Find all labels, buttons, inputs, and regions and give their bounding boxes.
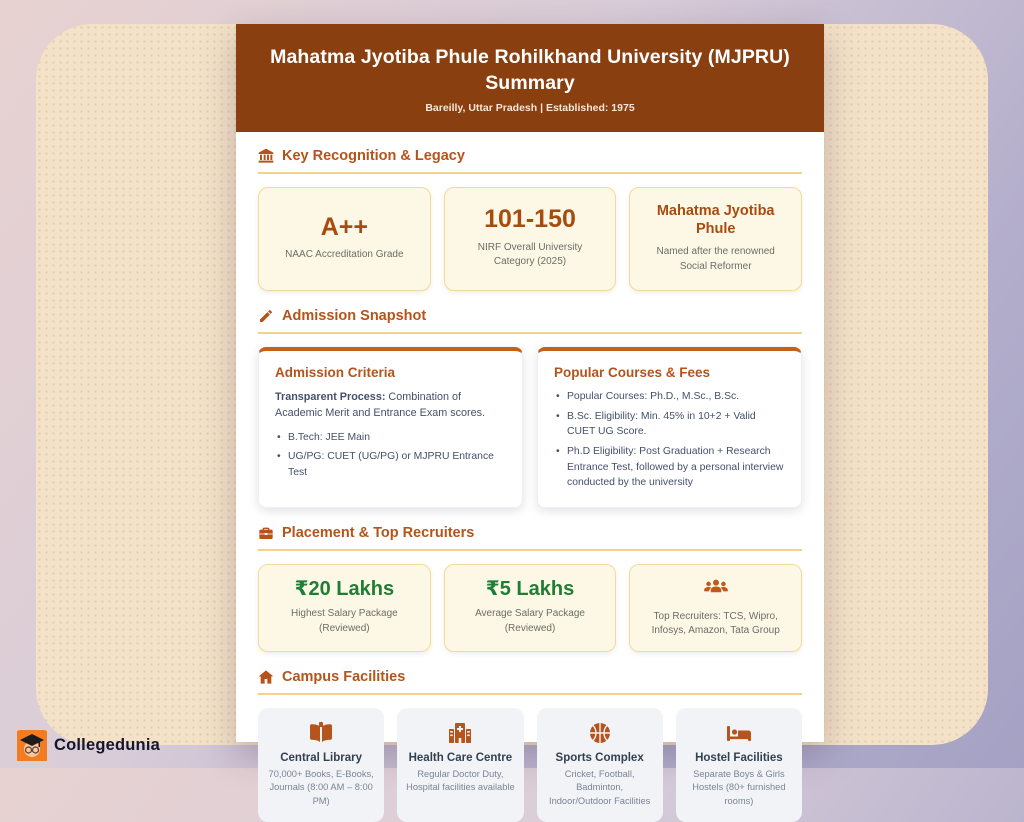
recognition-cards [258, 187, 802, 291]
section-title: Admission Snapshot [282, 308, 427, 325]
highest-package-value: ₹20 Lakhs [294, 578, 395, 601]
top-recruiters-card [629, 564, 802, 652]
healthcare-card [397, 708, 523, 822]
placement-cards [258, 564, 802, 652]
home-icon [258, 669, 274, 685]
admission-cards [258, 347, 802, 508]
sports-card [537, 708, 663, 822]
popular-courses-card [537, 347, 802, 508]
namesake-card [629, 187, 802, 291]
section-admission [258, 308, 802, 508]
healthcare-subtitle: Regular Doctor Duty, Hospital facilities available [406, 768, 515, 793]
hostel-subtitle: Separate Boys & Girls Hostels (80+ furnished rooms) [692, 768, 786, 806]
collegedunia-logo[interactable] [17, 730, 160, 761]
sports-subtitle: Cricket, Football, Badminton, Indoor/Outdoor Facilities [548, 768, 651, 806]
highest-package-card [258, 564, 431, 652]
briefcase-icon [258, 525, 274, 541]
namesake-label: Named after the renowned Social Reformer [656, 246, 775, 272]
admission-criteria-lead [275, 389, 506, 421]
bullet-item: • B.Tech: JEE Main [275, 430, 506, 446]
section-title: Key Recognition & Legacy [282, 148, 465, 164]
page-subtitle: Bareilly, Uttar Pradesh | Established: 1975 [425, 102, 635, 115]
admission-criteria-bullets [275, 430, 506, 481]
nirf-rank-label: NIRF Overall University Category (2025) [477, 241, 583, 268]
hostel-card [676, 708, 802, 822]
page-title: Mahatma Jyotiba Phule Rohilkhand University (MJPRU) Summary [270, 46, 790, 94]
section-recognition [258, 148, 802, 291]
section-admission-heading [258, 308, 802, 334]
popular-courses-title: Popular Courses & Fees [554, 365, 711, 381]
namesake-value: Mahatma Jyotiba Phule [656, 203, 775, 238]
basketball-icon [545, 721, 655, 745]
section-placement-heading [258, 525, 802, 551]
popular-courses-bullets [554, 389, 785, 491]
collegedunia-wordmark: Collegedunia [54, 736, 160, 754]
admission-criteria-title: Admission Criteria [275, 365, 396, 381]
library-card [258, 708, 384, 822]
nirf-rank-value: 101-150 [484, 205, 576, 234]
hospital-icon [405, 721, 515, 745]
bullet-item: • UG/PG: CUET (UG/PG) or MJPRU Entrance Test [275, 449, 506, 480]
library-subtitle: 70,000+ Books, E-Books, Journals (8:00 AM – 8:00 PM) [268, 768, 374, 806]
average-package-value: ₹5 Lakhs [485, 578, 575, 601]
section-placement [258, 525, 802, 652]
section-title: Placement & Top Recruiters [282, 524, 475, 541]
library-title: Central Library [280, 751, 363, 764]
naac-grade-label: NAAC Accreditation Grade [285, 249, 404, 261]
healthcare-title: Health Care Centre [408, 751, 513, 764]
section-recognition-heading [258, 148, 802, 174]
lead-bold: Transparent Process: [275, 391, 386, 404]
top-recruiters-label: Top Recruiters: TCS, Wipro, Infosys, Amazon, Tata Group [651, 610, 780, 637]
card-content [236, 132, 824, 822]
section-facilities [258, 669, 802, 822]
section-title: Campus Facilities [282, 668, 406, 685]
bullet-item: • Ph.D Eligibility: Post Graduation + Research Entrance Test, followed by a personal interview conducted by the university [554, 444, 785, 491]
naac-grade-value: A++ [320, 212, 368, 241]
bullet-item: • Popular Courses: Ph.D., M.Sc., B.Sc. [554, 389, 785, 405]
bank-icon [258, 148, 274, 164]
lead-rest: Combination of Academic Merit and Entrance Exam scores. [275, 391, 486, 420]
people-group-icon [640, 576, 791, 598]
collegedunia-mascot-icon [17, 730, 47, 761]
hostel-title: Hostel Facilities [695, 751, 783, 764]
sports-title: Sports Complex [555, 751, 644, 764]
highest-package-label: Highest Salary Package (Reviewed) [290, 608, 398, 634]
average-package-label: Average Salary Package (Reviewed) [475, 608, 585, 634]
header-banner [236, 24, 824, 132]
bullet-item: • B.Sc. Eligibility: Min. 45% in 10+2 + Valid CUET UG Score. [554, 409, 785, 440]
pencil-icon [258, 308, 274, 324]
average-package-card [444, 564, 617, 652]
naac-grade-card [258, 187, 431, 291]
nirf-rank-card [444, 187, 617, 291]
facility-cards [258, 708, 802, 822]
book-icon [266, 721, 376, 745]
university-summary-card [236, 24, 824, 806]
bed-icon [684, 721, 794, 745]
section-facilities-heading [258, 669, 802, 695]
admission-criteria-card [258, 347, 523, 508]
